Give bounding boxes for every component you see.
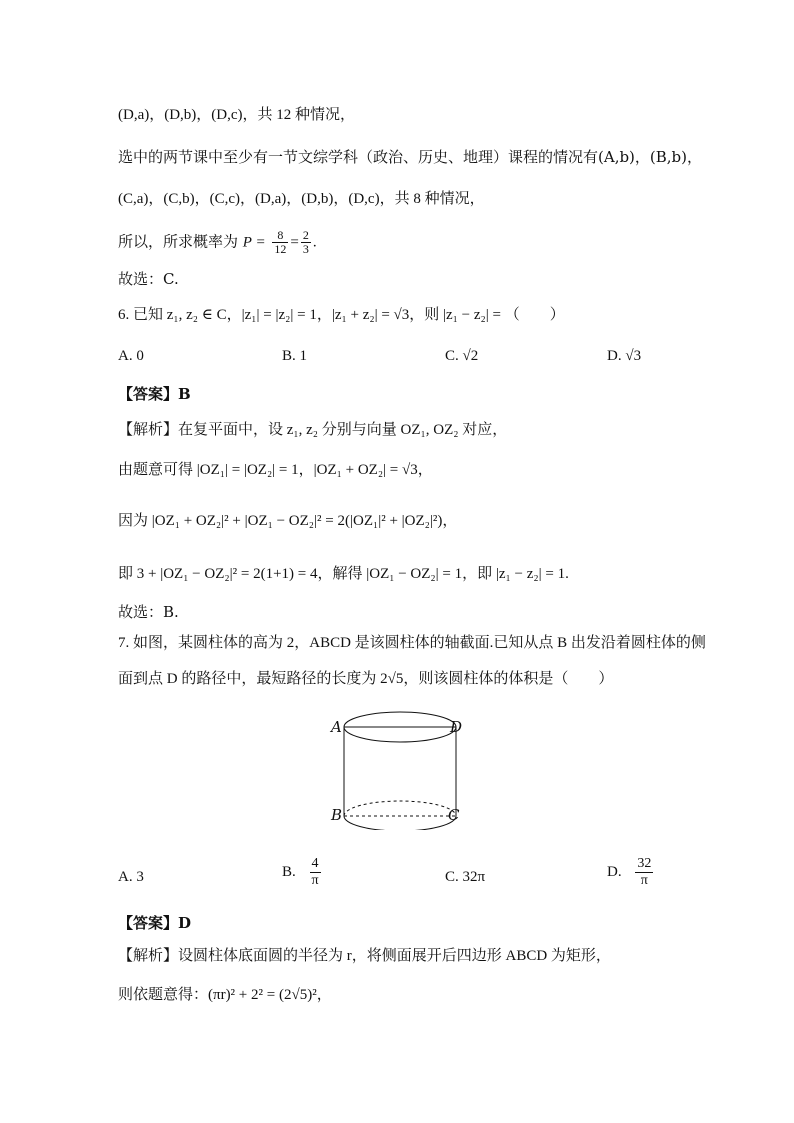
option-a: A. 3 xyxy=(118,869,144,885)
text-line: 选中的两节课中至少有一节文综学科（政治、历史、地理）课程的情况有(A,b)，(B,b)， xyxy=(118,148,703,166)
explanation-line: 【解析】设圆柱体底面圆的半径为 r，将侧面展开后四边形 ABCD 为矩形， xyxy=(118,948,611,964)
option-c: C. 32π xyxy=(445,869,486,885)
fraction xyxy=(272,229,288,256)
option-d xyxy=(607,856,655,889)
denominator: π xyxy=(640,873,648,888)
text-line: 故选：C. xyxy=(118,270,179,288)
denominator: 12 xyxy=(274,242,287,256)
option-d: D. √3 xyxy=(607,348,642,364)
text-line: 故选：B. xyxy=(118,603,179,621)
option-letter: B. xyxy=(282,863,296,880)
denominator: 3 xyxy=(302,242,309,256)
numerator: 8 xyxy=(272,229,288,243)
explanation-line: 由题意可得 |OZ₁| = |OZ₂| = 1，|OZ₁ + OZ₂| = √3， xyxy=(118,462,433,478)
explanation-line: 【解析】在复平面中，设 z₁, z₂ 分别与向量 OZ₁, OZ₂ 对应， xyxy=(118,422,508,438)
question-7: 7. 如图，某圆柱体的高为 2，ABCD 是该圆柱体的轴截面.已知从点 B 出发沿着圆柱体的侧 xyxy=(118,635,706,651)
option-a: A. 0 xyxy=(118,348,144,364)
denominator: π xyxy=(311,873,319,888)
fraction xyxy=(301,229,311,256)
fraction xyxy=(635,856,653,889)
label-c: C xyxy=(448,806,460,824)
option-letter: D. xyxy=(607,863,622,880)
text-prefix: 所以，所求概率为 xyxy=(118,232,239,251)
option-c: C. √2 xyxy=(445,348,479,364)
explanation-line: 因为 |OZ₁ + OZ₂|² + |OZ₁ − OZ₂|² = 2(|OZ₁|² + |OZ₂|²)， xyxy=(118,513,458,529)
math-p: P = xyxy=(242,234,266,251)
question-6: 6. 已知 z₁, z₂ ∈ C，|z₁| = |z₂| = 1，|z₁ + z₂| = √3，则 |z₁ − z₂| = （ ） xyxy=(118,307,565,323)
answer-label: 【答案】D xyxy=(118,914,192,932)
bottom-front-arc xyxy=(344,816,456,830)
question-7-cont: 面到点 D 的路径中，最短路径的长度为 2√5，则该圆柱体的体积是（ ） xyxy=(118,671,614,687)
probability-line: 所以，所求概率为 P = $\frac{8}{12}$ = $\frac{2}{3}$ . xyxy=(118,228,317,256)
label-b: B xyxy=(331,806,343,824)
answer-label: 【答案】B xyxy=(118,385,191,403)
label-a: A xyxy=(331,718,342,736)
numerator: 32 xyxy=(637,856,652,871)
text-line: (D,a)，(D,b)，(D,c)，共 12 种情况， xyxy=(118,107,356,123)
label-d: D xyxy=(450,718,463,736)
numerator: 2 xyxy=(302,228,309,242)
text-line: (C,a)，(C,b)，(C,c)，(D,a)，(D,b)，(D,c)，共 8 种情况， xyxy=(118,191,485,207)
option-b xyxy=(282,856,323,889)
bottom-back-arc xyxy=(344,801,456,816)
option-b: B. 1 xyxy=(282,348,308,364)
cylinder-figure xyxy=(330,710,470,830)
fraction xyxy=(310,856,321,889)
explanation-line: 即 3 + |OZ₁ − OZ₂|² = 2(1+1) = 4，解得 |OZ₁ − OZ₂| = 1，即 |z₁ − z₂| = 1. xyxy=(118,566,569,582)
explanation-line: 则依题意得：(πr)² + 2² = (2√5)²， xyxy=(118,987,332,1003)
numerator: 4 xyxy=(310,856,321,873)
